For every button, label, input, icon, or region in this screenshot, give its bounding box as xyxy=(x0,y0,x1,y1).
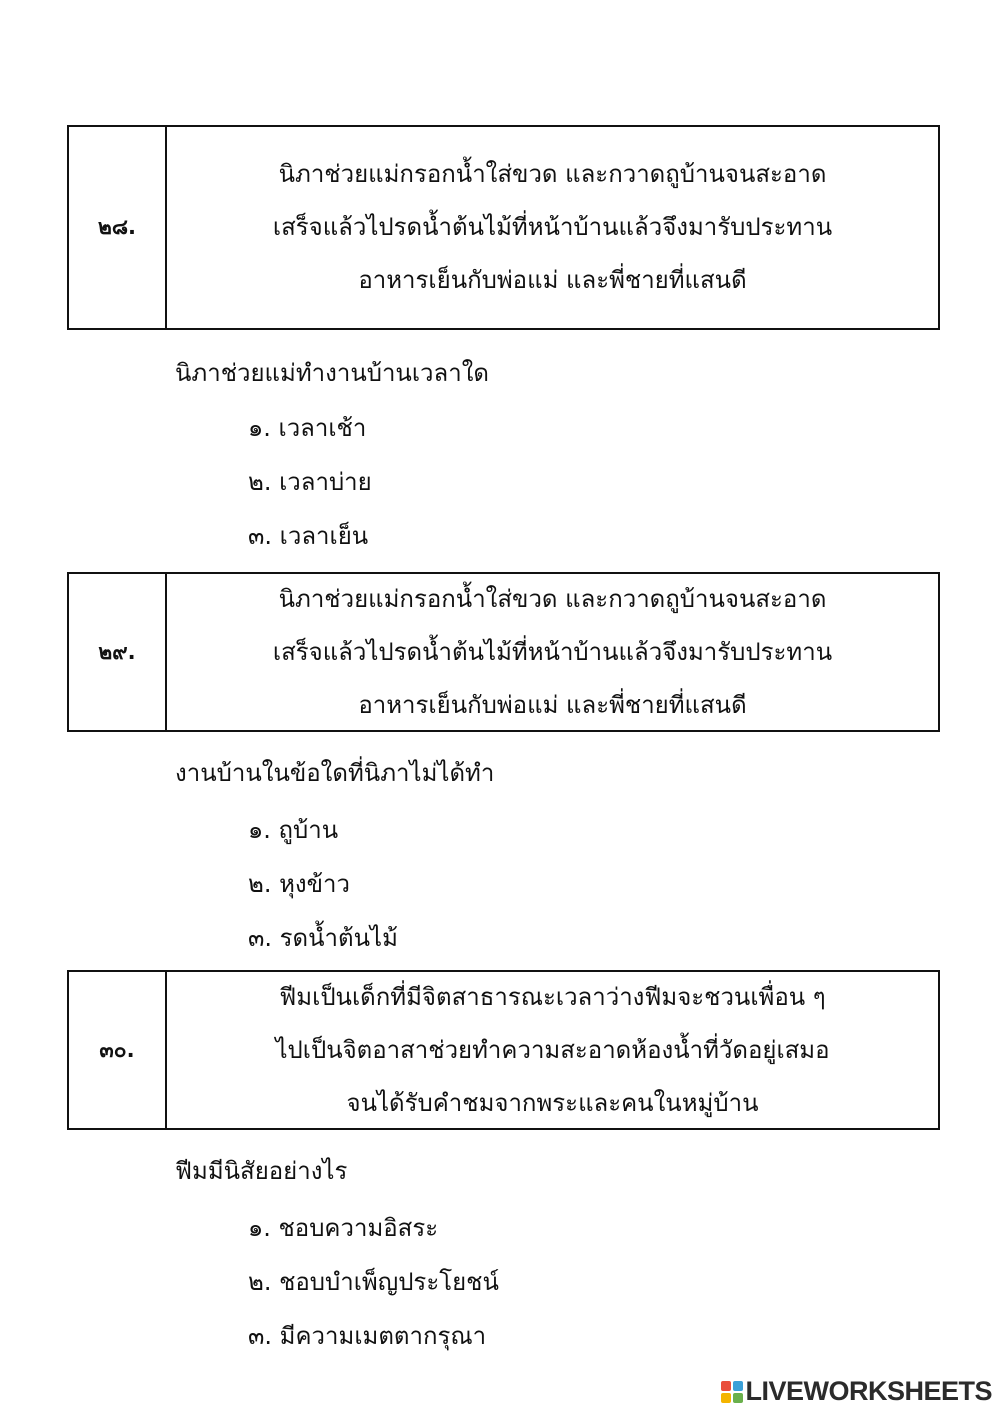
logo-square xyxy=(733,1381,743,1391)
passage-line: อาหารเย็นกับพ่อแม่ และพี่ชายที่แสนดี xyxy=(358,690,747,719)
answer-option[interactable]: ๒. ชอบบำเพ็ญประโยชน์ xyxy=(248,1268,499,1296)
question-number: ๓๐. xyxy=(69,972,167,1128)
passage-line: นิภาช่วยแม่กรอกน้ำใส่ขวด และกวาดถูบ้านจนสะอาด xyxy=(278,584,827,613)
answer-option[interactable]: ๓. เวลาเย็น xyxy=(248,522,369,550)
logo-square xyxy=(721,1393,731,1403)
question-box-28 xyxy=(67,125,940,330)
logo-mark-icon xyxy=(721,1381,743,1403)
logo-square xyxy=(733,1393,743,1403)
passage-line: เสร็จแล้วไปรดน้ำต้นไม้ที่หน้าบ้านแล้วจึงมารับประทาน xyxy=(272,637,833,666)
answer-option[interactable]: ๓. มีความเมตตากรุณา xyxy=(248,1322,487,1350)
logo-text: LIVEWORKSHEETS xyxy=(745,1376,992,1406)
question-prompt-29: งานบ้านในข้อใดที่นิภาไม่ได้ทำ xyxy=(175,759,495,787)
answer-option[interactable]: ๓. รดน้ำต้นไม้ xyxy=(248,924,398,952)
answer-options-29 xyxy=(248,803,398,965)
passage-text xyxy=(167,972,938,1128)
liveworksheets-logo xyxy=(721,1376,992,1407)
passage-line: ไปเป็นจิตอาสาช่วยทำความสะอาดห้องน้ำที่วัดอยู่เสมอ xyxy=(275,1035,830,1064)
passage-text xyxy=(167,127,938,328)
question-box-30 xyxy=(67,970,940,1130)
answer-options-30 xyxy=(248,1201,499,1363)
question-number: ๒๙. xyxy=(69,574,167,730)
answer-option[interactable]: ๒. หุงข้าว xyxy=(248,870,350,898)
passage-text xyxy=(167,574,938,730)
passage-line: เสร็จแล้วไปรดน้ำต้นไม้ที่หน้าบ้านแล้วจึงมารับประทาน xyxy=(272,213,833,241)
logo-square xyxy=(721,1381,731,1391)
answer-options-28 xyxy=(248,401,372,563)
answer-option[interactable]: ๑. ถูบ้าน xyxy=(248,816,339,844)
question-box-29 xyxy=(67,572,940,732)
passage-line: อาหารเย็นกับพ่อแม่ และพี่ชายที่แสนดี xyxy=(358,266,747,294)
passage-line: นิภาช่วยแม่กรอกน้ำใส่ขวด และกวาดถูบ้านจนสะอาด xyxy=(278,160,827,188)
answer-option[interactable]: ๒. เวลาบ่าย xyxy=(248,468,372,496)
passage-line: ฟีมเป็นเด็กที่มีจิตสาธารณะเวลาว่างฟีมจะชวนเพื่อน ๆ xyxy=(279,982,826,1011)
answer-option[interactable]: ๑. เวลาเช้า xyxy=(248,414,367,442)
question-number: ๒๘. xyxy=(69,127,167,328)
question-prompt-28: นิภาช่วยแม่ทำงานบ้านเวลาใด xyxy=(175,359,490,387)
question-prompt-30: ฟีมมีนิสัยอย่างไร xyxy=(175,1157,348,1185)
answer-option[interactable]: ๑. ชอบความอิสระ xyxy=(248,1214,439,1242)
passage-line: จนได้รับคำชมจากพระและคนในหมู่บ้าน xyxy=(346,1088,759,1117)
